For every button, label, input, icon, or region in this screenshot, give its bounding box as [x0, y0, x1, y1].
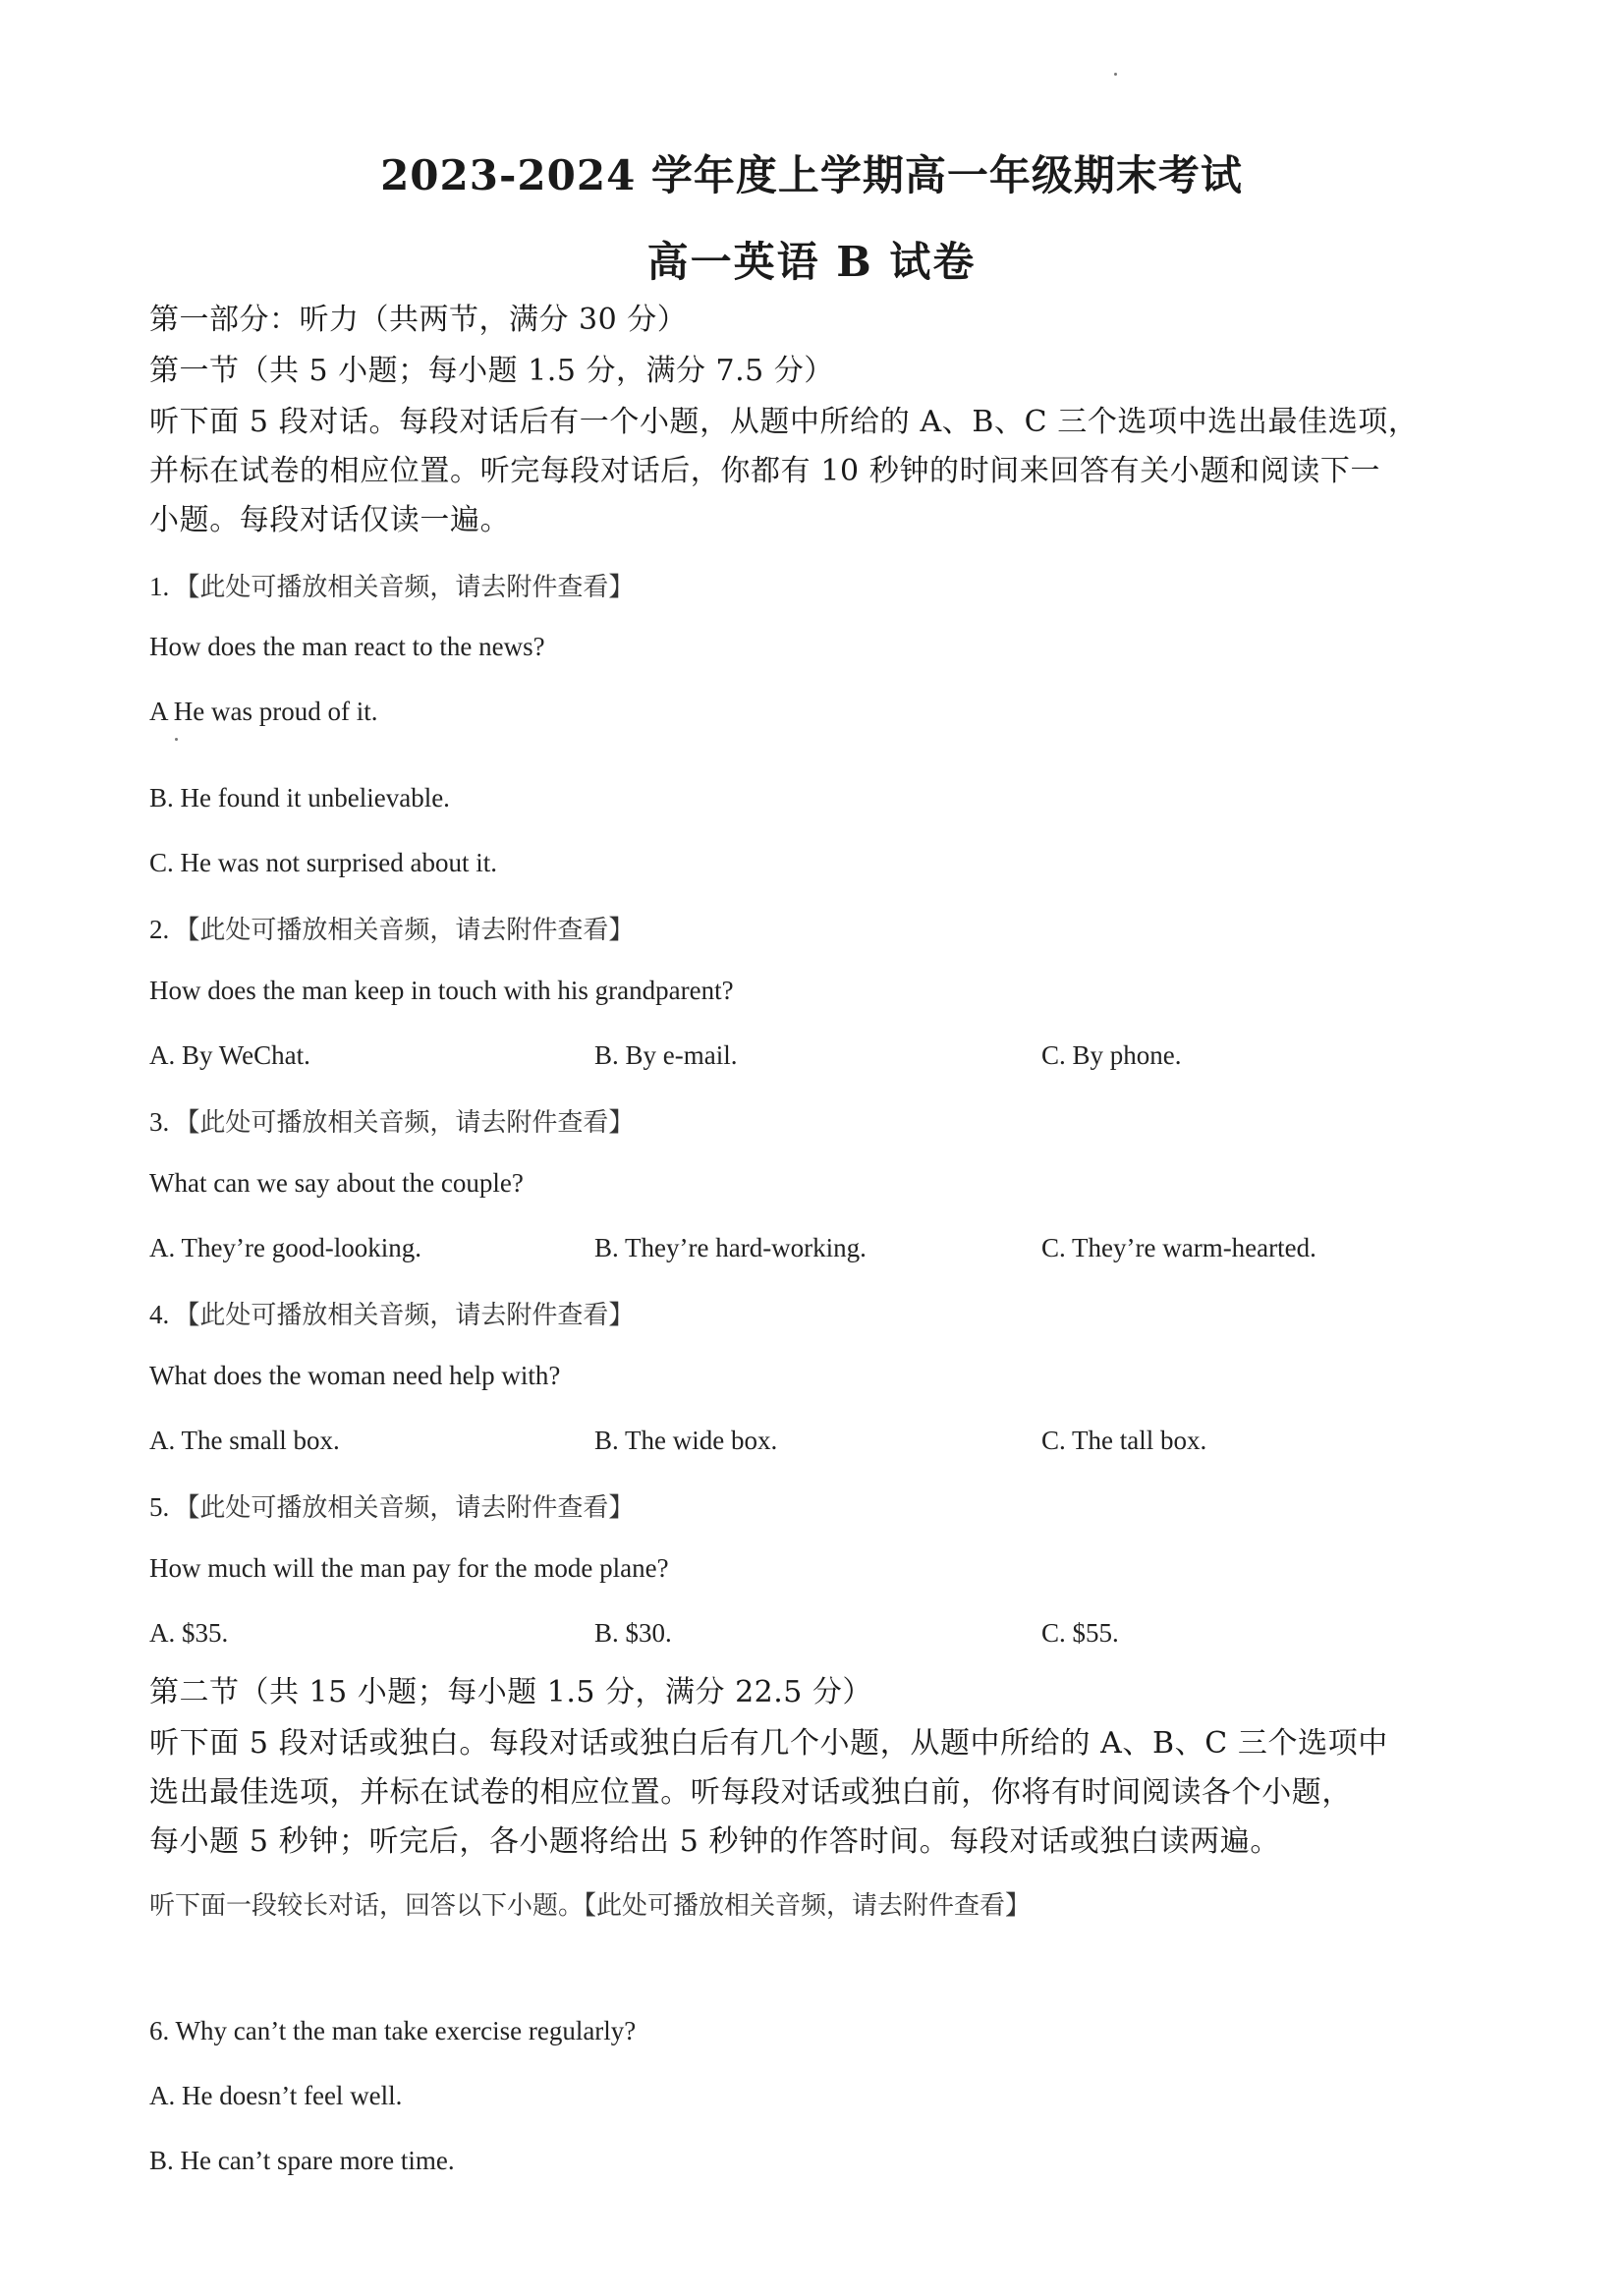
audio-note: 【此处可播放相关音频，请去附件查看】	[174, 1301, 635, 1330]
question-5-audio	[149, 1487, 1485, 1524]
question-5-option-a: A. $35.	[149, 1618, 229, 1648]
section1-heading: 第一节（共 5 小题；每小题 1.5 分，满分 7.5 分）	[149, 354, 834, 388]
exam-subtitle: 高一英语 B 试卷	[646, 238, 977, 286]
question-3-text: What can we say about the couple?	[149, 1168, 524, 1198]
section2-instructions	[149, 1719, 1485, 1867]
question-4-text: What does the woman need help with?	[149, 1361, 561, 1390]
question-1-option-c: C. He was not surprised about it.	[149, 848, 497, 877]
question-1-audio	[149, 567, 1485, 603]
part1-heading: 第一部分：听力（共两节，满分 30 分）	[149, 303, 688, 337]
question-4-option-b: B. The wide box.	[594, 1426, 778, 1455]
audio-note: 【此处可播放相关音频，请去附件查看】	[174, 573, 635, 602]
instruction-line: 并标在试卷的相应位置。听完每段对话后，你都有 10 秒钟的时间来回答有关小题和阅读下一	[149, 454, 1381, 488]
question-2-option-c: C. By phone.	[1041, 1040, 1182, 1070]
question-3-option-a: A. They’re good-looking.	[149, 1233, 421, 1262]
long-dialog-note: 听下面一段较长对话，回答以下小题。【此处可播放相关音频，请去附件查看】	[149, 1891, 1032, 1921]
question-number: 1.	[149, 572, 170, 601]
question-2-option-b: B. By e-mail.	[594, 1040, 738, 1070]
question-4-audio	[149, 1295, 1485, 1331]
question-5-text: How much will the man pay for the mode plane?	[149, 1553, 669, 1583]
instruction-line: 每小题 5 秒钟；听完后，各小题将给出 5 秒钟的作答时间。每段对话或独白读两遍。	[149, 1824, 1280, 1859]
section2-heading: 第二节（共 15 小题；每小题 1.5 分，满分 22.5 分）	[149, 1675, 872, 1709]
question-1-option-b: B. He found it unbelievable.	[149, 783, 450, 812]
question-5-option-c: C. $55.	[1041, 1618, 1119, 1648]
instruction-line: 听下面 5 段对话。每段对话后有一个小题，从题中所给的 A、B、C 三个选项中选出最佳选项，	[149, 405, 1419, 439]
question-6-text: 6. Why can’t the man take exercise regularly?	[149, 2016, 637, 2045]
question-1-text: How does the man react to the news?	[149, 632, 545, 661]
question-number: 4.	[149, 1300, 170, 1329]
question-4-option-c: C. The tall box.	[1041, 1426, 1207, 1455]
question-2-audio	[149, 910, 1485, 946]
scan-dot	[175, 738, 178, 741]
instruction-line: 小题。每段对话仅读一遍。	[149, 503, 511, 537]
question-3-audio	[149, 1102, 1485, 1139]
question-6-option-b: B. He can’t spare more time.	[149, 2146, 455, 2175]
question-3-option-b: B. They’re hard-working.	[594, 1233, 867, 1262]
audio-note: 【此处可播放相关音频，请去附件查看】	[174, 1108, 635, 1138]
audio-note: 【此处可播放相关音频，请去附件查看】	[174, 916, 635, 945]
question-number: 5.	[149, 1492, 170, 1522]
question-number: 3.	[149, 1107, 170, 1137]
instruction-line: 选出最佳选项，并标在试卷的相应位置。听每段对话或独白前，你将有时间阅读各个小题，	[149, 1775, 1352, 1810]
section1-instructions	[149, 398, 1485, 545]
exam-title: 2023-2024 学年度上学期高一年级期末考试	[380, 151, 1243, 199]
scan-dot	[1114, 73, 1117, 76]
audio-note: 【此处可播放相关音频，请去附件查看】	[174, 1493, 635, 1523]
question-5-option-b: B. $30.	[594, 1618, 672, 1648]
question-6-option-a: A. He doesn’t feel well.	[149, 2081, 403, 2110]
instruction-line: 听下面 5 段对话或独白。每段对话或独白后有几个小题，从题中所给的 A、B、C 三个选项中	[149, 1726, 1388, 1761]
question-4-option-a: A. The small box.	[149, 1426, 340, 1455]
question-3-option-c: C. They’re warm-hearted.	[1041, 1233, 1316, 1262]
question-1-option-a: A He was proud of it.	[149, 697, 378, 726]
question-2-option-a: A. By WeChat.	[149, 1040, 310, 1070]
question-2-text: How does the man keep in touch with his grandparent?	[149, 976, 734, 1005]
question-number: 2.	[149, 915, 170, 944]
